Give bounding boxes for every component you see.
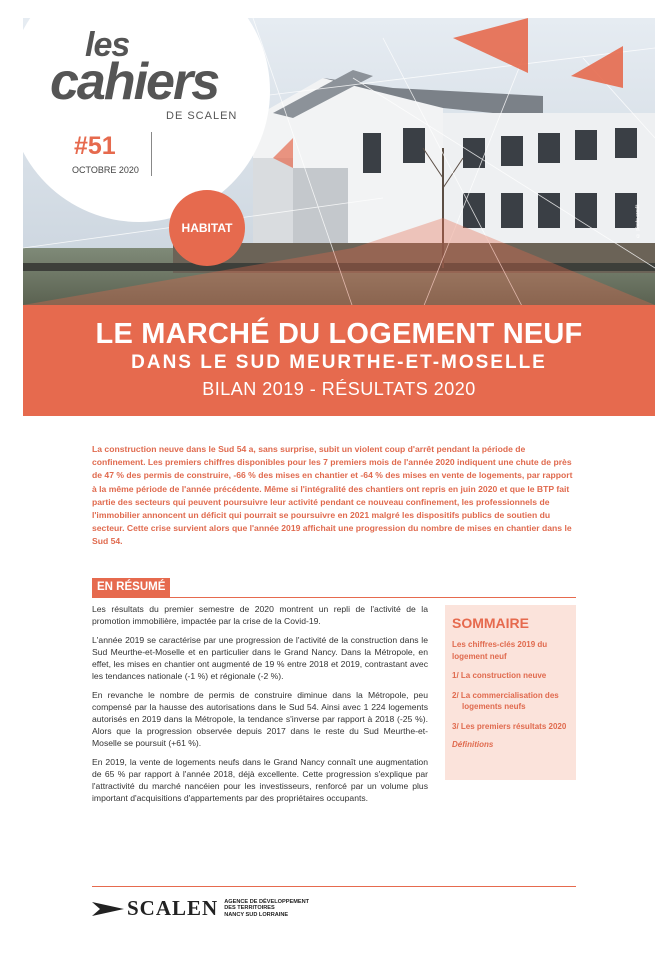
footer-brand: SCALEN xyxy=(127,896,219,920)
scalen-mark-icon xyxy=(92,900,124,918)
issue-number: #51 xyxy=(74,132,116,160)
footer-tagline-line: AGENCE DE DÉVELOPPEMENT xyxy=(224,898,310,905)
category-badge: HABITAT xyxy=(169,190,245,266)
summary-paragraph: Les résultats du premier semestre de 2020 montrent un repli de l'activité de la promotion immobilière, impactée par la crise de la Covid-19. xyxy=(92,604,428,626)
summary-paragraph: En 2019, la vente de logements neufs dans le Grand Nancy connaît une augmentation de 65 % par rapport à l'année 2018, déjà excellente. Cette progression s'explique par l'attractivité du marché nancéien pour les investisseurs, renforcé par un volume plus important d'acquisitions d'appartements par des propriétaires occupants. xyxy=(92,757,428,803)
summary-body xyxy=(92,603,428,811)
logo-les: les xyxy=(85,26,130,64)
footer-tagline-line: DES TERRITOIRES xyxy=(224,905,275,912)
summary-heading: EN RÉSUMÉ xyxy=(92,578,170,597)
photo-credit: © photo credit xyxy=(635,204,641,238)
intro-paragraph: La construction neuve dans le Sud 54 a, sans surprise, subit un violent coup d'arrêt pendant la période de confinement. Les premiers chiffres disponibles pour les 7 premiers mois de l'année 2020 indiquent une chute de près de 47 % des permis de construire, -66 % des mises en chantier et -64 % des mises en vente de logements, par rapport à la même période de l'année précédente. Même si l'intégralité des chantiers ont repris en juin 2020 et que le BTP fait partie des secteurs qui peuvent poursuivre leur activité pendant ce nouveau confinement, les professionnels de l'immobilier annoncent un déficit qui pourrait se poursuivre en 2021 malgré les dispositifs publics de soutien du secteur. Cette crise survient alors que l'année 2019 affichait une progression du nombre de mises en chantier dans le Sud 54. xyxy=(92,444,573,547)
issue-divider xyxy=(151,132,152,176)
logo-de-scalen: DE SCALEN xyxy=(166,110,238,122)
summary-heading-rule xyxy=(92,597,576,598)
title-banner xyxy=(23,305,655,416)
logo-cahiers: cahiers xyxy=(50,53,219,111)
summary-paragraph: En revanche le nombre de permis de construire diminue dans la Métropole, peu compensé par la hausse des autorisations dans le Sud 54. Ainsi avec 1 224 logements autorisés en 2019 dans la Métropole, la tendance s'inverse par rapport à 2018 (-25 %). Alors que la progression observée depuis 2017 dans le reste du Sud Meurthe-et-Moselle se poursuit (+61 %). xyxy=(92,690,428,748)
toc-definitions[interactable]: Définitions xyxy=(452,740,494,749)
toc-item[interactable]: 3/ Les premiers résultats 2020 xyxy=(452,721,567,731)
main-subtitle: DANS LE SUD MEURTHE-ET-MOSELLE xyxy=(131,352,547,373)
footer-rule xyxy=(92,886,576,887)
issue-date: OCTOBRE 2020 xyxy=(72,165,139,175)
main-title: LE MARCHÉ DU LOGEMENT NEUF xyxy=(95,318,583,350)
footer-tagline xyxy=(224,899,309,919)
footer-tagline-line: NANCY SUD LORRAINE xyxy=(224,911,289,918)
summary-paragraph: L'année 2019 se caractérise par une progression de l'activité de la construction dans le Sud Meurthe-et-Moselle et en particulier dans le Grand Nancy. Dans la Métropole, en effet, les mises en chantier ont augmenté de 19 % entre 2018 et 2019, contrastant avec les tendances nationale (-1 %) et régionale (-2 %). xyxy=(92,635,428,681)
toc-item[interactable]: 1/ La construction neuve xyxy=(452,671,547,680)
main-tagline: BILAN 2019 - RÉSULTATS 2020 xyxy=(202,379,476,399)
footer-logo xyxy=(92,896,309,921)
toc-item[interactable]: Les chiffres-clés 2019 du logement neuf xyxy=(452,640,548,661)
table-of-contents xyxy=(445,605,576,780)
toc-title: SOMMAIRE xyxy=(452,615,529,631)
toc-item[interactable]: 2/ La commercialisation des logements neufs xyxy=(452,690,559,711)
